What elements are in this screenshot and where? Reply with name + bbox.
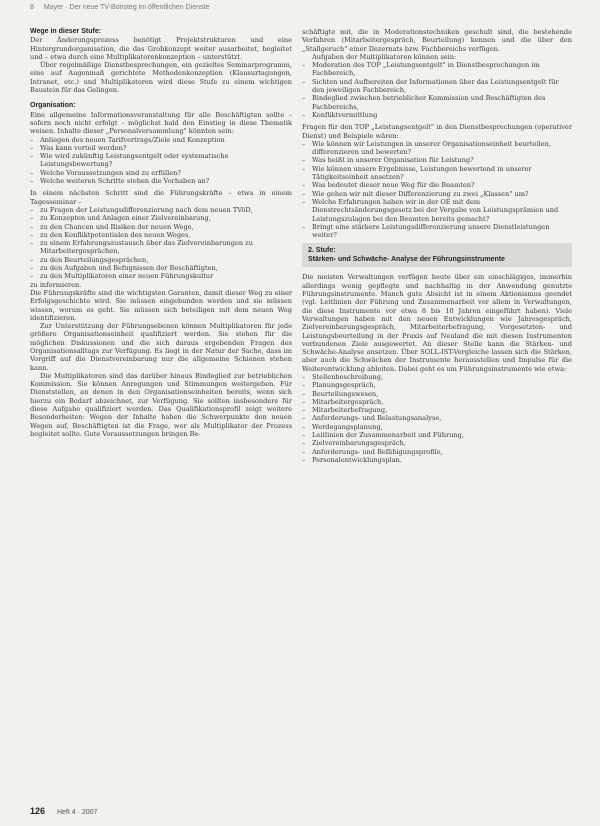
list-item: – Wie können wir Leistungen in unserer Organisationseinheit beurteilen, differenzieren und bewerten? bbox=[302, 140, 572, 157]
list-item: – Was heißt in unserer Organisation für Leistung? bbox=[302, 156, 572, 164]
list-item: – zu den Beurteilungsgesprächen, bbox=[30, 256, 292, 264]
issue-label: Heft 4 · 2007 bbox=[56, 809, 98, 816]
list-item: – Zielvereinbarungsgespräch, bbox=[302, 439, 572, 447]
list-item: – Welche weiteren Schritte stehen die Vorhaben an? bbox=[30, 177, 292, 185]
paragraph: Eine allgemeine Informationsveranstaltung für alle Beschäftigten sollte – sofern noch nicht erfolgt – möglichst bald den Einstieg in diese Thematik weisen. Inhalte dieser „Personalversammlung" könnten sein: bbox=[30, 110, 292, 136]
list-item: – Wie wird zukünftig Leistungsentgelt oder systematische Leistungsbewertung? bbox=[30, 152, 292, 169]
list-item: – Leitlinien der Zusammenarbeit und Führung, bbox=[302, 431, 572, 439]
bullet-list-fragen bbox=[302, 140, 572, 240]
running-title: Mayer · Der neue TV-Bonsteg im öffentlichen Dienste bbox=[43, 4, 210, 11]
list-item: – Anliegen des neuen Tarifvertrags/Ziele und Konzeption bbox=[30, 136, 292, 144]
list-item: – Personalentwicklungsplan. bbox=[302, 456, 572, 464]
running-header bbox=[30, 4, 209, 11]
paragraph: Der Änderungsprozess benötigt Projektstrukturen und eine Hintergrundorganisation, die das Grobkonzept weiter ausarbeitet, begleitet und – etwa durch eine Multiplikatorenkonzeption – unterstützt. bbox=[30, 36, 292, 61]
list-item: – Stellenbeschreibung, bbox=[302, 373, 572, 381]
bullet-list-instrumente bbox=[302, 373, 572, 464]
list-item: – Planungsgespräch, bbox=[302, 381, 572, 389]
paragraph: Fragen für den TOP „Leistungsentgelt" in den Dienstbesprechungen (operativer Dienst) und Beispiele wären: bbox=[302, 123, 572, 140]
section-title: Stärken- und Schwäche- Analyse der Führungsinstrumente bbox=[308, 256, 505, 264]
page-marker: 8 bbox=[30, 4, 34, 11]
paragraph-lead: zu informieren. bbox=[30, 280, 82, 289]
list-item: – zu Konzepten und Anlagen einer Zielvereinbarung, bbox=[30, 214, 292, 222]
section-heading-box bbox=[302, 243, 572, 267]
paragraph: Zur Unterstützung der Führungsebenen können Multiplikatoren für jede größere Organisationseinheit qualifiziert werden. Sie stehen für die möglichen Diskussionen und die sich daraus ergebenden Fragen des Organisationsalltags zur Verfügung. Es liegt in der Natur der Sache, dass im Vorgriff auf die Dienstvereinbarung nur die allgemeine Schienen stehen kann. bbox=[30, 322, 292, 372]
left-column bbox=[30, 28, 292, 438]
list-item: – zu Fragen der Leistungsdifferenzierung nach dem neuen TVöD, bbox=[30, 206, 292, 214]
list-item: – Wie können unsere Ergebnisse, Leistungen bewertend in unserer Tätigkeitseinheit ansetzen? bbox=[302, 165, 572, 182]
list-item: – Anforderungs- und Befähigungsprofile, bbox=[302, 448, 572, 456]
list-item: – Moderation des TOP „Leistungsentgelt" in Dienstbesprechungen im Fachbereich, bbox=[302, 61, 572, 78]
paragraph: Über regelmäßige Dienstbesprechungen, ein gezieltes Seminarprogramm, eine auf Augenmaß gerichtete Methodenkonzeption (Klausurtagungen, Intranet, etc.) und Multiplikatoren wird diese Stufe zu einem wichtigen Baustein für das Gelingen. bbox=[30, 61, 292, 95]
list-item: – zu den Konfliktpotentialen des neuen Weges, bbox=[30, 231, 292, 239]
list-item: – zu einem Erfahrungsaustausch über das Zielvereinbarungen zu Mitarbeitergesprächen, bbox=[30, 239, 292, 256]
list-item: – Werdegangsplanung, bbox=[302, 423, 572, 431]
list-item: – Wie gehen wir mit dieser Differenzierung zu zwei „Klassen" um? bbox=[302, 190, 572, 198]
list-item: – zu den Aufgaben und Befugnissen der Beschäftigten, bbox=[30, 264, 292, 272]
paragraph: Die Multiplikatoren sind das darüber hinaus Bindeglied zur betrieblichen Kommission. Sie können Anregungen und Stimmungen weitergeben. Für Dienststellen, an denen in den Organisationseinheiten bereits, wenn sich hierzu ein Bedarf abzeichnet, zur Verfügung. Sie sollten insbesondere für diese Aufgabe qualifiziert werden. Das Qualifikationsprofil zeigt weitere Besonderheiten: Wegen der Inhalte haben die Schwerpunkte den neuen Wegen auf, Beschäftigten ist die Frage, wer als Multiplikator der Prozess begleitet sollte. Gute Voraussetzungen bringen Be- bbox=[30, 371, 292, 438]
list-item: – Beurteilungswesen, bbox=[302, 390, 572, 398]
bullet-list-aufgaben bbox=[302, 61, 572, 119]
list-item: – Konfliktvermittlung bbox=[302, 111, 572, 119]
list-item: – Bindeglied zwischen betrieblicher Kommission und Beschäftigten des Fachbereichs, bbox=[302, 94, 572, 111]
page-footer bbox=[30, 806, 97, 816]
paragraph: Aufgaben der Multiplikatoren können sein: bbox=[312, 52, 457, 61]
section-heading-organisation: Organisation: bbox=[30, 102, 76, 110]
list-item: – zu den Chancen und Risiken der neuen Wege, bbox=[30, 223, 292, 231]
list-item: – zu den Multiplikatoren einer neuen Führungskultur bbox=[30, 272, 292, 280]
list-item: – Welche Erfahrungen haben wir in der OE mit dem Dienstrechtsänderungsgesetz bei der Vergabe von Leistungsprämien und Leistungszulagen bei den Beamten bereits gemacht? bbox=[302, 198, 572, 223]
paragraph: Die Führungskräfte sind die wichtigsten Garanten, damit dieser Weg zu einer Erfolgsgeschichte wird. Sie müssen eingebunden werden und sie müssen wissen, worum es geht. Sie müssen sich beteiligen mit dem neuen Weg identifizieren. bbox=[30, 288, 292, 322]
paragraph: schäftigte mit, die in Moderationstechniken geschult sind, die bestehende Verfahren (Mitarbeitergespräch, Beurteilung) kennen und die über den „Stallgeruch" einer Dezernats bzw. Fachbereichs verfügen. bbox=[302, 28, 572, 53]
paragraph: Die meisten Verwaltungen verfügen heute über ein einschlägiges, immerhin allerdings wenig gepflegte und nachhaltig in der Anwendung genutzte Führungsinstrumente. Manch gute Absicht ist in einem Aktionismus geendet (vgl. Leitlinien der Führung und Zusammenarbeit vor allem in Verwaltungen, die diese Instrumente vor etwa 8 bis 10 Jahren eingeführt haben). Viele Verwaltungen haben mit den neuen Entwicklungen wie Jahresgespräch, Zielvereinbarungsgespräch, Mitarbeiterbefragung, Vorgesetzten- und Leistungsbeurteilung in der Praxis auf Neuland die mit diesen Instrumenten verbundenen Ziele ausgewertet. An dieser Stelle kann die Stärken- und Schwäche-Analyse ansetzen. Über SOLL-IST-Vergleiche lassen sich die Stärken, aber auch die Schwächen der Instrumente herausstellen und Impulse für die Weiterentwicklung ableiten. Dabei geht es um Führungsinstrumente wie etwa: bbox=[302, 273, 572, 373]
list-item: – Was bedeutet dieser neue Weg für die Beamten? bbox=[302, 181, 572, 189]
page-number: 126 bbox=[30, 806, 46, 816]
list-item: – Was kann vorteil werden? bbox=[30, 144, 292, 152]
list-item: – Bringt eine stärkere Leistungsdifferenzierung unsere Dienstleistungen weiter? bbox=[302, 223, 572, 240]
bullet-list-fuehrungskraefte bbox=[30, 206, 292, 281]
section-number: 2. Stufe: bbox=[308, 247, 336, 255]
section-heading-wege: Wege in dieser Stufe: bbox=[30, 28, 102, 35]
list-item: – Welche Voraussetzungen sind zu erfüllen? bbox=[30, 169, 292, 177]
paragraph: In einem nächsten Schritt sind die Führungskräfte – etwa in einem Tagesseminar – bbox=[30, 189, 292, 206]
list-item: – Mitarbeitergespräch, bbox=[302, 398, 572, 406]
right-column bbox=[302, 28, 572, 464]
list-item: – Mitarbeiterbefragung, bbox=[302, 406, 572, 414]
bullet-list-inhalte bbox=[30, 136, 292, 186]
list-item: – Anforderungs- und Belastungsanalyse, bbox=[302, 414, 572, 422]
list-item: – Sichten und Aufbereiten der Informationen über das Leistungsentgelt für den jeweiligen Fachbereich, bbox=[302, 78, 572, 95]
